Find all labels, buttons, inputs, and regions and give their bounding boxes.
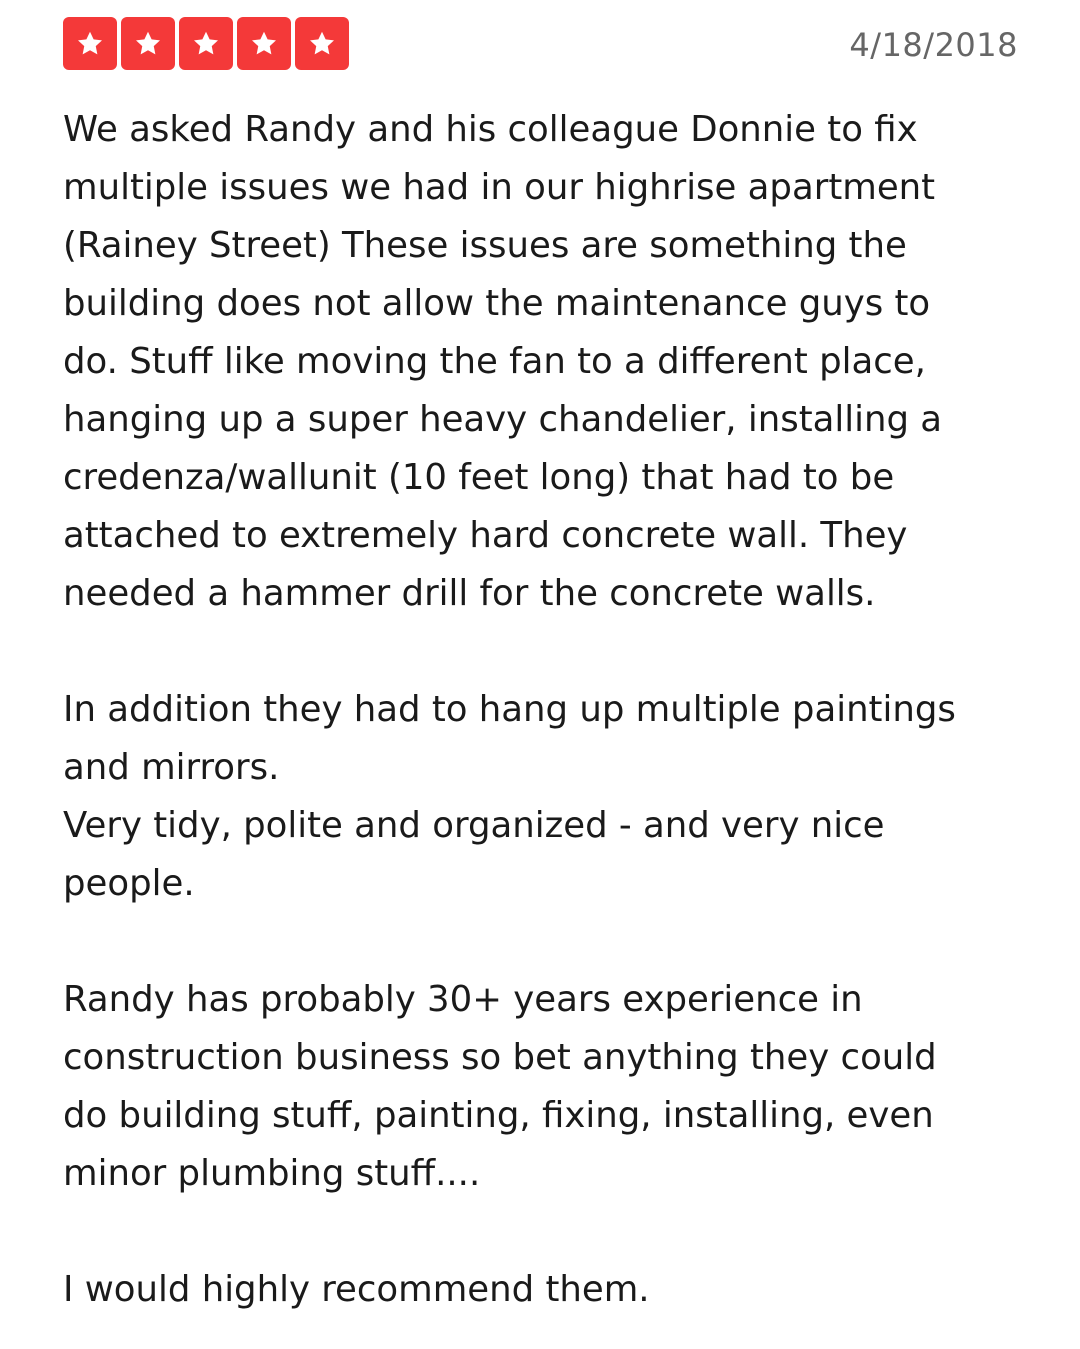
review-paragraph: [63, 971, 1063, 1203]
review-line: I would highly recommend them.: [63, 1269, 650, 1310]
review-body: [63, 101, 1063, 1319]
review-paragraph: [63, 681, 1063, 913]
review-line: building does not allow the maintenance guys to: [63, 283, 931, 324]
star-rating: [63, 17, 349, 70]
review-line: construction business so bet anything they could: [63, 1037, 937, 1078]
review-line: people.: [63, 863, 195, 904]
review-line: (Rainey Street) These issues are something the: [63, 225, 907, 266]
star-icon: [121, 17, 175, 70]
review-line: and mirrors.: [63, 747, 280, 788]
review-line: In addition they had to hang up multiple paintings: [63, 689, 956, 730]
star-icon: [237, 17, 291, 70]
star-icon: [295, 17, 349, 70]
review-line: do building stuff, painting, fixing, installing, even: [63, 1095, 934, 1136]
review-line: minor plumbing stuff....: [63, 1153, 481, 1194]
review-header: [63, 17, 1018, 71]
review-line: credenza/wallunit (10 feet long) that had to be: [63, 457, 895, 498]
review-line: Very tidy, polite and organized - and very nice: [63, 805, 885, 846]
star-icon: [179, 17, 233, 70]
review-paragraph: [63, 1261, 1063, 1319]
review-line: multiple issues we had in our highrise apartment: [63, 167, 936, 208]
review-line: needed a hammer drill for the concrete walls.: [63, 573, 876, 614]
review-line: attached to extremely hard concrete wall. They: [63, 515, 908, 556]
review-paragraph: [63, 101, 1063, 623]
star-icon: [63, 17, 117, 70]
review-date: 4/18/2018: [849, 26, 1018, 64]
review-line: We asked Randy and his colleague Donnie to fix: [63, 109, 918, 150]
review-line: do. Stuff like moving the fan to a different place,: [63, 341, 926, 382]
review-line: Randy has probably 30+ years experience in: [63, 979, 863, 1020]
review-line: hanging up a super heavy chandelier, installing a: [63, 399, 943, 440]
